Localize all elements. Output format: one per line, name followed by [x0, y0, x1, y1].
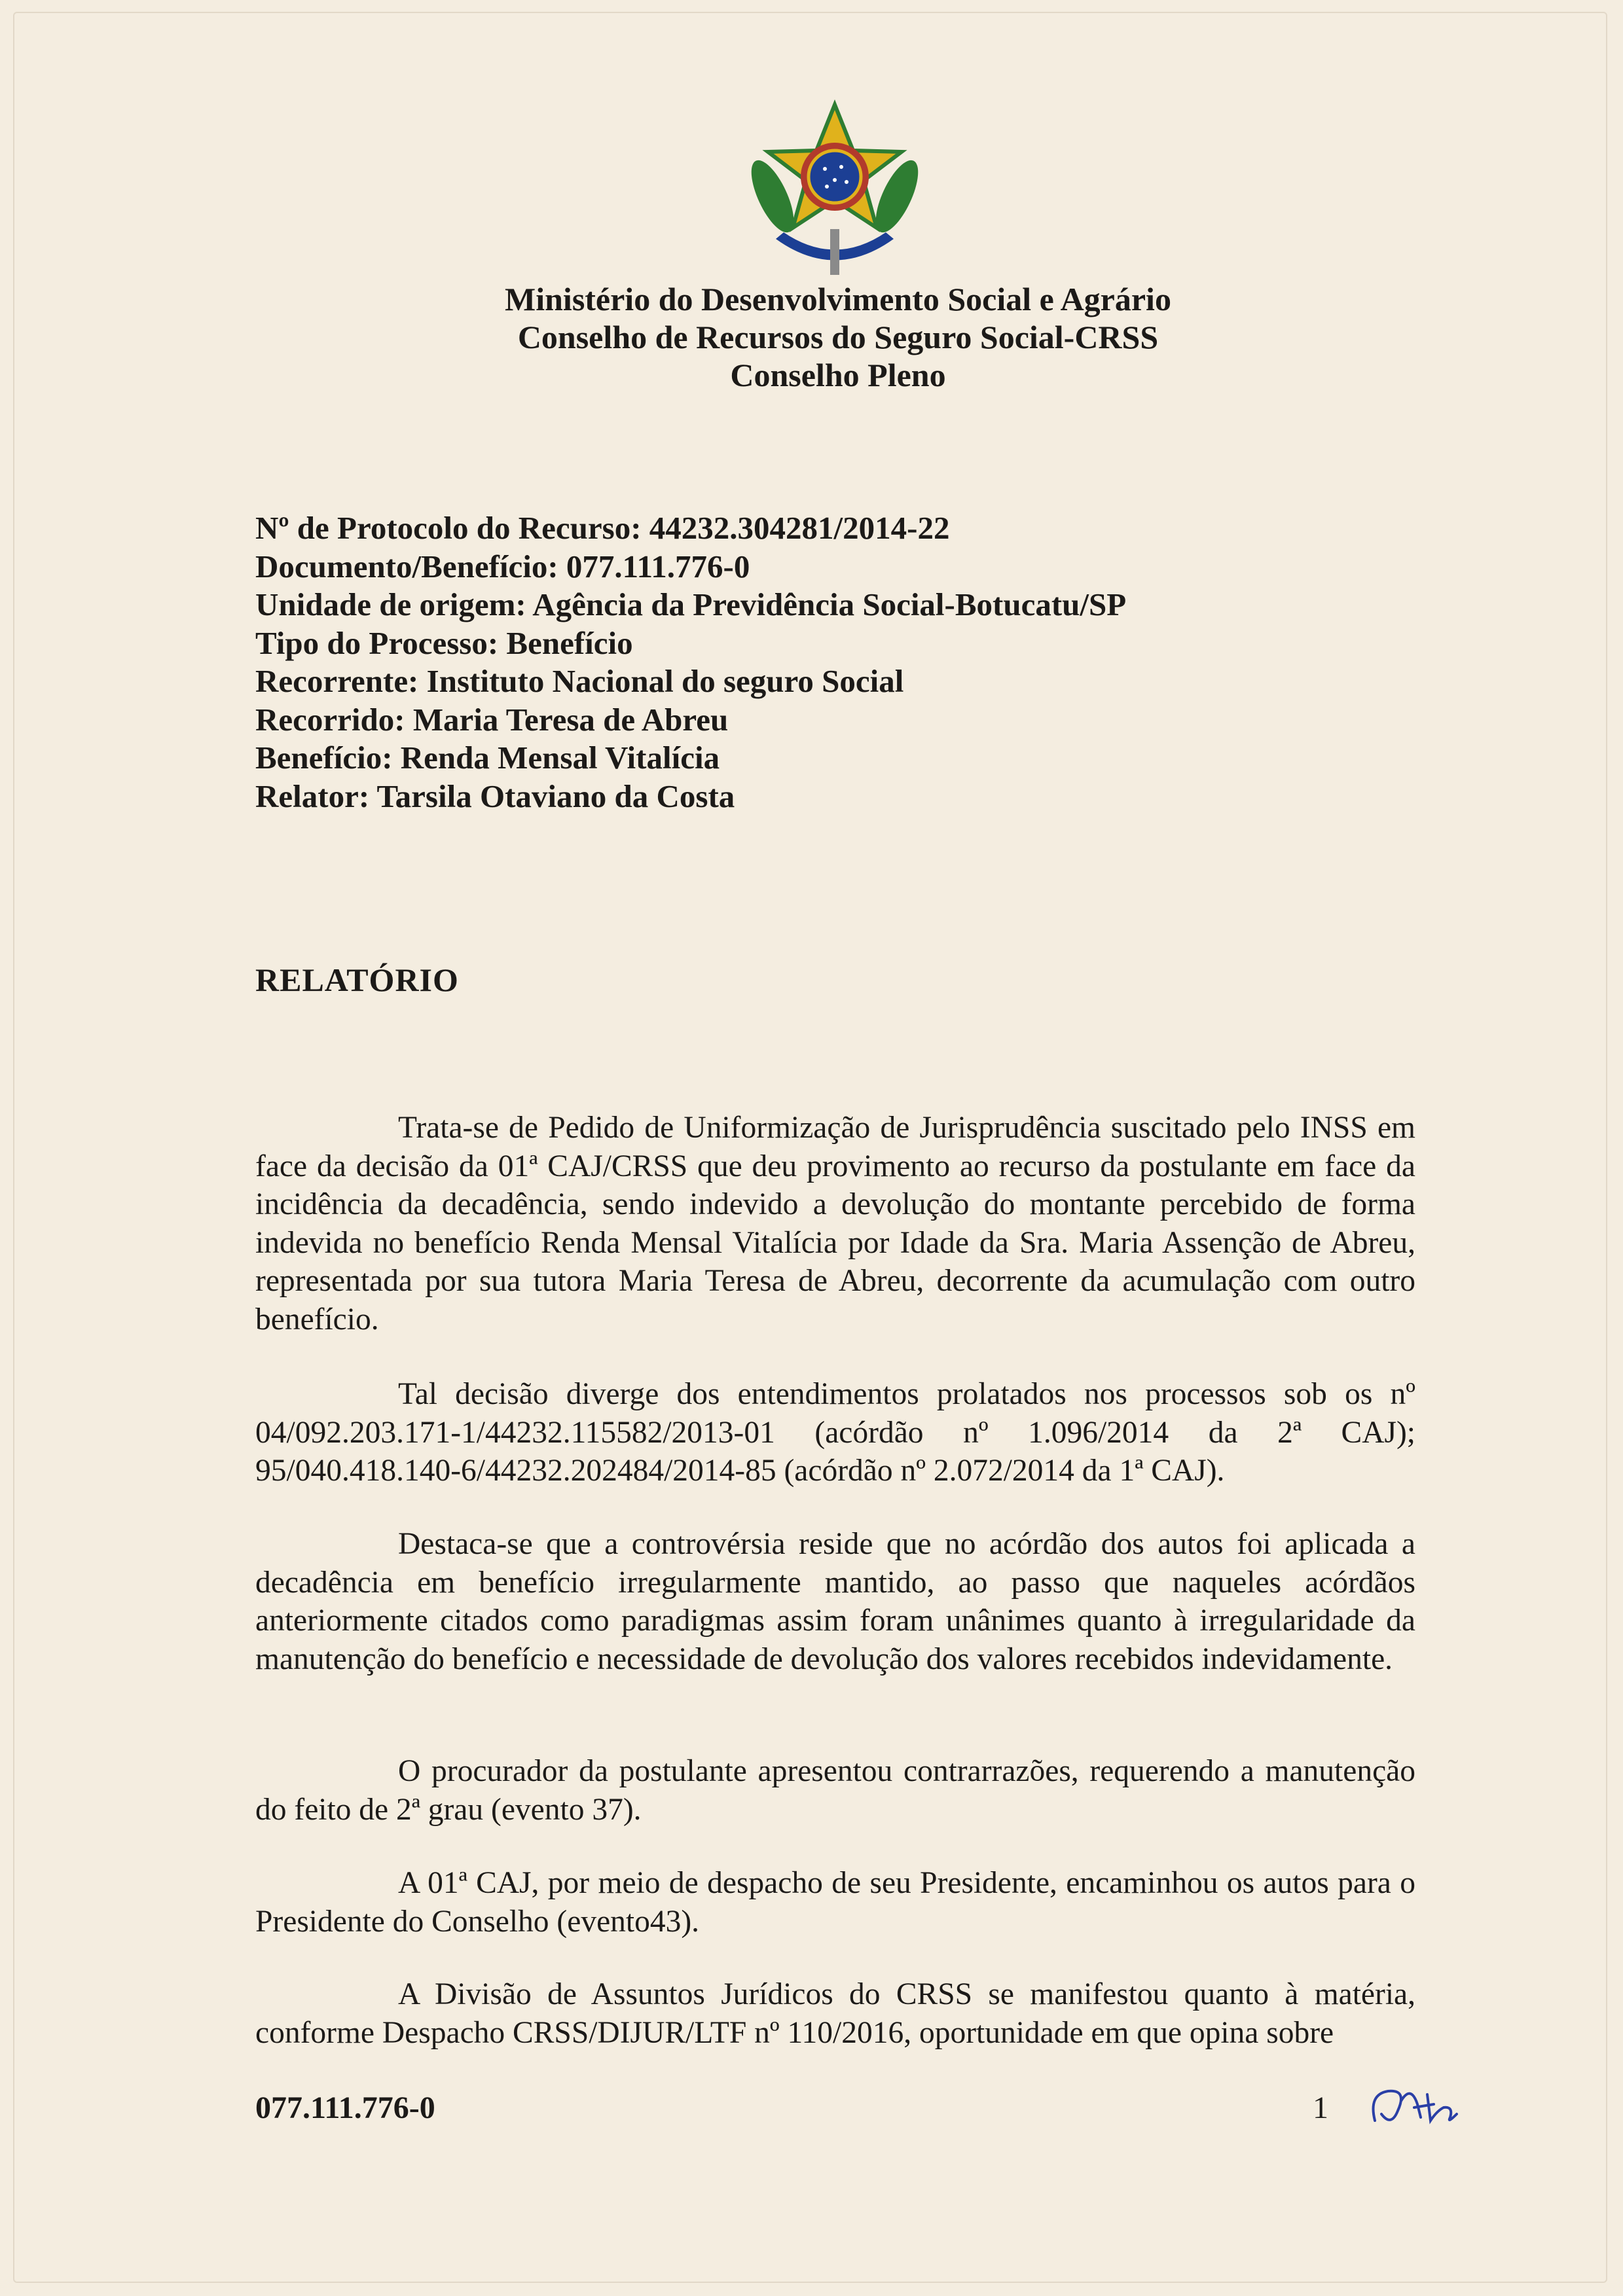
footer-document-number: 077.111.776-0 [255, 2090, 435, 2125]
appellant: Recorrente: Instituto Nacional do seguro Social [255, 663, 904, 699]
document-benefit: Documento/Benefício: 077.111.776-0 [255, 548, 750, 584]
section-title: RELATÓRIO [255, 961, 459, 998]
page-number: 1 [1313, 2090, 1328, 2125]
benefit-type: Benefício: Renda Mensal Vitalícia [255, 740, 720, 776]
council-name: Conselho de Recursos do Seguro Social-CRSS [517, 319, 1159, 355]
document-header [0, 280, 1623, 394]
paragraph: Trata-se de Pedido de Uniformização de Jurisprudência suscitado pelo INSS em face da decisão da 01ª CAJ/CRSS que deu provimento ao recurso da postulante em face da incidência da decadência, sendo indevido a devolução do montante percebido de forma indevida no benefício Renda Mensal Vitalícia por Idade da Sra. Maria Assenção de Abreu, representada por sua tutora Maria Teresa de Abreu, decorrente da acumulação com outro benefício. [255, 1111, 1415, 1336]
paragraph: Tal decisão diverge dos entendimentos prolatados nos processos sob os nº 04/092.203.171-1/44232.115582/2013-01 (acórdão nº 1.096/2014 da 2ª CAJ); 95/040.418.140-6/44232.202484/2014-85 (acórdão nº 2.072/2014 da 1ª CAJ). [255, 1377, 1415, 1488]
protocol-number: Nº de Protocolo do Recurso: 44232.304281/2014-22 [255, 510, 950, 546]
appellee: Recorrido: Maria Teresa de Abreu [255, 701, 729, 738]
signature-initials [1362, 2075, 1467, 2140]
case-info-block [255, 509, 1499, 816]
process-type: Tipo do Processo: Benefício [255, 624, 633, 661]
ministry-name: Ministério do Desenvolvimento Social e Agrário [505, 281, 1171, 317]
paragraph: A 01ª CAJ, por meio de despacho de seu Presidente, encaminhou os autos para o Presidente do Conselho (evento43). [255, 1866, 1415, 1939]
paragraph: A Divisão de Assuntos Jurídicos do CRSS se manifestou quanto à matéria, conforme Despacho CRSS/DIJUR/LTF nº 110/2016, oportunidade em que opina sobre [255, 1977, 1415, 2050]
rapporteur: Relator: Tarsila Otaviano da Costa [255, 778, 735, 814]
council-body: Conselho Pleno [730, 357, 946, 393]
paragraph: Destaca-se que a controvérsia reside que no acórdão dos autos foi aplicada a decadência em benefício irregularmente mantido, ao passo que naqueles acórdãos anteriormente citados como paradigmas assim foram unânimes quanto à irregularidade da manutenção do benefício e necessidade de devolução dos valores recebidos indevidamente. [255, 1527, 1415, 1676]
coat-of-arms-emblem [737, 98, 933, 288]
origin-unit: Unidade de origem: Agência da Previdência Social-Botucatu/SP [255, 586, 1127, 622]
paragraph: O procurador da postulante apresentou contrarrazões, requerendo a manutenção do feito de 2ª grau (evento 37). [255, 1754, 1415, 1827]
